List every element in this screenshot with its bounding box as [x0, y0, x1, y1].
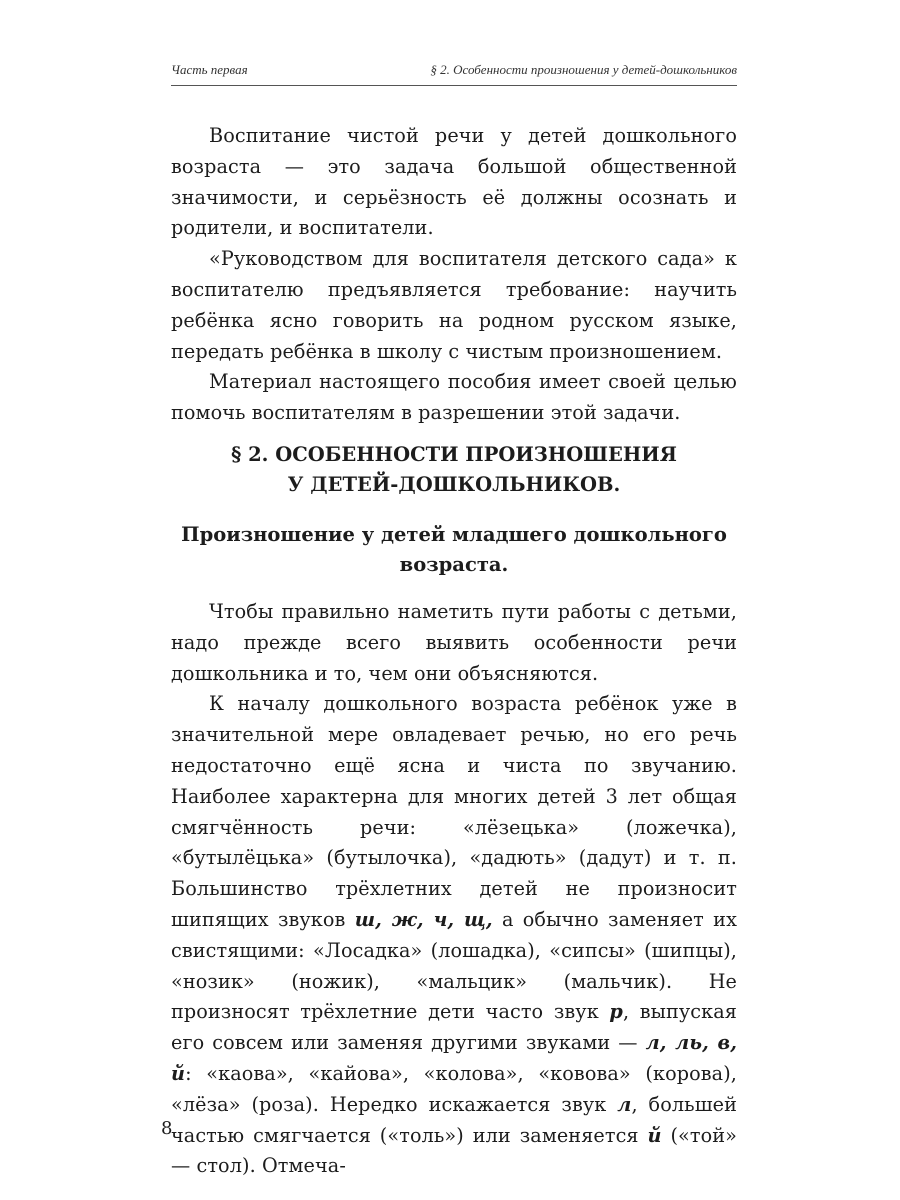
body-text-segment: : «каова», «кайова», «колова», «ковова» (корова), «лёза» (роза). Нередко искажается звук	[171, 1061, 737, 1116]
header-rule	[171, 85, 737, 86]
body-text-segment: К началу дошкольного возраста ребёнок уже в значительной мере овладевает речью, но его речь недостаточно ещё ясна и чиста по звучанию. Наиболее характерна для многих детей 3 лет общая смягчённость речи: «лёзецька» (ложечка), «бутылёцька» (бутылочка), «дадють» (дадут) и т. п. Большинство трёхлетних детей не произносит шипящих звуков	[171, 692, 737, 931]
body-text-segment: («той» — стол). Отмеча-	[171, 1123, 737, 1178]
section-heading	[171, 440, 737, 500]
body-text-segment: , выпуская его совсем или заменяя другими звуками —	[171, 1000, 737, 1055]
sound-r: р	[609, 1000, 623, 1024]
subsection-title-line-2: возраста.	[399, 553, 509, 576]
header-part-label: Часть первая	[171, 62, 248, 77]
replacement-sounds: л, ль, в, й	[171, 1031, 737, 1085]
section-title-line-2: У ДЕТЕЙ-ДОШКОЛЬНИКОВ.	[287, 473, 621, 496]
intro-paragraph-2: «Руководством для воспитателя детского сада» к воспитателю предъявляется требование: научить ребёнка ясно говорить на родном русском языке, передать ребёнка в школу с чистым произношением.	[171, 247, 737, 363]
header-section-label: § 2. Особенности произношения у детей-дошкольников	[430, 62, 737, 77]
section-title-line-1: § 2. ОСОБЕННОСТИ ПРОИЗНОШЕНИЯ	[231, 443, 677, 466]
intro-block	[171, 121, 737, 429]
running-header	[171, 62, 737, 84]
body-paragraph-1: Чтобы правильно наметить пути работы с детьми, надо прежде всего выявить особенности речи дошкольника и то, чем они объясняются.	[171, 600, 737, 685]
intro-paragraph-1: Воспитание чистой речи у детей дошкольного возраста — это задача большой общественной значимости, и серьёзность её должны осознать и родители, и воспитатели.	[171, 124, 737, 240]
body-text-segment: а обычно заменяет их свистящими: «Лосадка» (лошадка), «сипсы» (шипцы), «нозик» (ножик), «мальцик» (мальчик). Не произносят трёхлетние дети часто звук	[171, 907, 737, 1024]
body-paragraph-2	[171, 689, 737, 1182]
body-block	[171, 597, 737, 1182]
sound-y: й	[647, 1123, 662, 1147]
subsection-heading	[171, 520, 737, 580]
body-text-segment: , большей частью смягчается («толь») или заменяется	[171, 1092, 737, 1147]
subsection-title-line-1: Произношение у детей младшего дошкольного	[181, 523, 727, 546]
page-number: 8	[161, 1118, 173, 1139]
sibilant-sounds: ш, ж, ч, щ,	[354, 907, 493, 931]
intro-paragraph-3: Материал настоящего пособия имеет своей целью помочь воспитателям в разрешении этой задачи.	[171, 370, 737, 425]
sound-l: л	[617, 1092, 632, 1116]
